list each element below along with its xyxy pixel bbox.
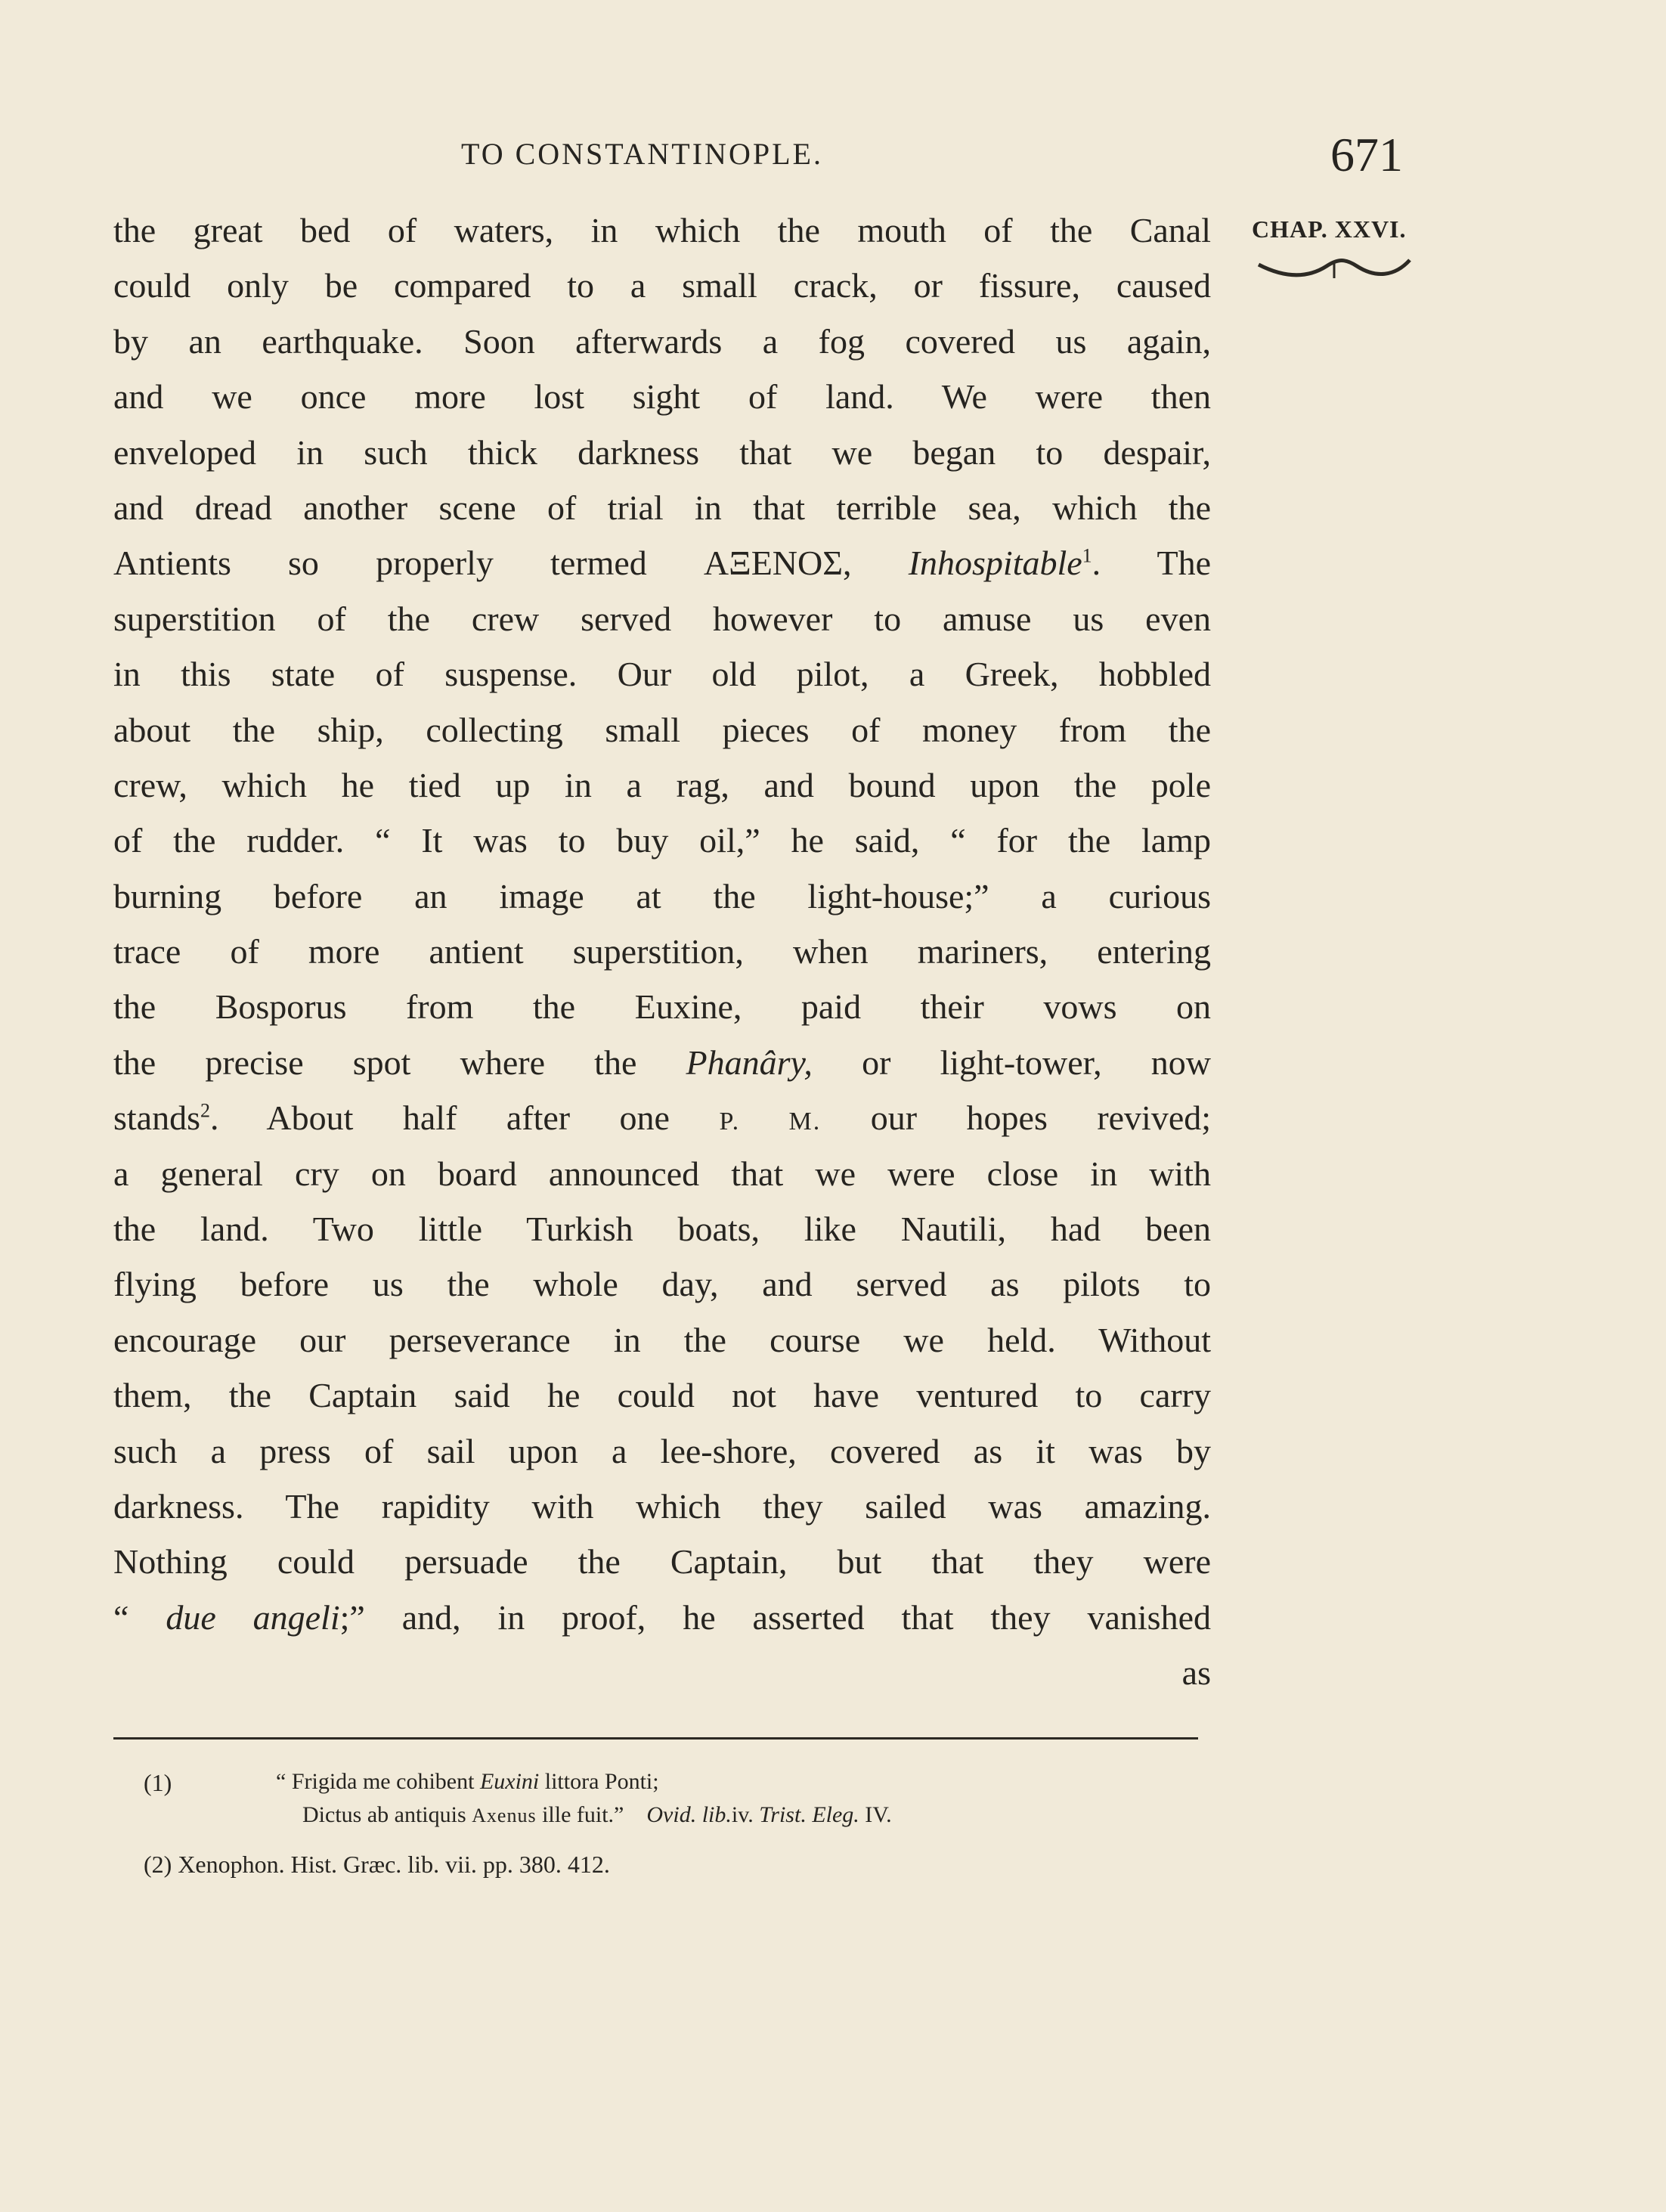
text-line xyxy=(113,1090,1211,1145)
footnote-number: (1) xyxy=(144,1769,172,1796)
text-run: stands xyxy=(113,1098,200,1138)
text-run: . The xyxy=(1092,544,1212,583)
running-title: TO CONSTANTINOPLE. xyxy=(461,137,823,171)
text-line xyxy=(113,1590,1211,1645)
text-line: crew, which he tied up in a rag, and bound upon the pole xyxy=(113,765,1211,804)
text-run: IV. xyxy=(865,1802,892,1827)
text-run: “ Frigida me cohibent xyxy=(276,1769,475,1794)
text-run: ;” and, in proof, he asserted that they vanished xyxy=(339,1597,1212,1637)
text-line: encourage our perseverance in the course we held. Without xyxy=(113,1320,1211,1359)
footnote-rule xyxy=(113,1737,1198,1740)
text-run: the precise spot where the xyxy=(113,1042,637,1082)
main-text xyxy=(113,203,1211,1701)
text-line: such a press of sail upon a lee-shore, covered as it was by xyxy=(113,1431,1211,1470)
text-line: about the ship, collecting small pieces of money from the xyxy=(113,710,1211,749)
text-line: them, the Captain said he could not have ventured to carry xyxy=(113,1376,1211,1415)
text-line: by an earthquake. Soon afterwards a fog covered us again, xyxy=(113,321,1211,361)
small-caps-text: P. M. xyxy=(719,1108,822,1136)
page-number: 671 xyxy=(1330,128,1403,181)
text-line: the land. Two little Turkish boats, like Nautili, had been xyxy=(113,1210,1211,1249)
italic-text: Inhospitable xyxy=(908,544,1082,583)
italic-text: Phanâry, xyxy=(686,1042,813,1082)
text-run: “ xyxy=(113,1597,129,1637)
footnote-line: (2) Xenophon. Hist. Græc. lib. vii. pp. 380. 412. xyxy=(144,1851,610,1878)
italic-text: due angeli xyxy=(166,1597,340,1637)
text-line xyxy=(113,535,1211,590)
footnote-ref: 1 xyxy=(1082,545,1092,568)
text-line: darkness. The rapidity with which they sailed was amazing. xyxy=(113,1486,1211,1526)
text-line: Nothing could persuade the Captain, but that they were xyxy=(113,1542,1211,1582)
italic-text: Euxini xyxy=(479,1769,540,1794)
text-line: the Bosporus from the Euxine, paid their vows on xyxy=(113,987,1211,1027)
text-line: and we once more lost sight of land. We were then xyxy=(113,377,1211,417)
text-run: our hopes revived; xyxy=(870,1098,1212,1138)
text-line: in this state of suspense. Our old pilot, a Greek, hobbled xyxy=(113,655,1211,694)
footnote-ref: 2 xyxy=(200,1099,210,1122)
text-run: Dictus ab antiquis xyxy=(302,1802,466,1827)
text-line: of the rudder. “ It was to buy oil,” he said, “ for the lamp xyxy=(113,821,1211,860)
text-line: superstition of the crew served however to amuse us even xyxy=(113,599,1211,638)
text-line: and dread another scene of trial in that terrible sea, which the xyxy=(113,488,1211,527)
chapter-swash-ornament xyxy=(1255,256,1414,286)
text-line: could only be compared to a small crack, or fissure, caused xyxy=(113,266,1211,305)
text-run: . About half after one xyxy=(210,1098,670,1138)
text-line: trace of more antient superstition, when mariners, entering xyxy=(113,932,1211,971)
footnote-line xyxy=(302,1802,892,1828)
text-line: flying before us the whole day, and served as pilots to xyxy=(113,1265,1211,1304)
text-run: ille fuit.” xyxy=(542,1802,624,1827)
footnote-line xyxy=(276,1769,659,1795)
text-line xyxy=(113,1035,1211,1090)
text-line: a general cry on board announced that we were close in with xyxy=(113,1154,1211,1193)
text-line: burning before an image at the light-house;” a curious xyxy=(113,876,1211,915)
text-run: littora Ponti; xyxy=(544,1769,659,1794)
text-run: or light-tower, now xyxy=(862,1042,1212,1082)
text-run: Antients so properly termed ΑΞΕΝΟΣ, xyxy=(113,544,852,583)
italic-text: Ovid. lib. xyxy=(646,1802,732,1827)
text-line: the great bed of waters, in which the mouth of the Canal xyxy=(113,211,1211,249)
catchword: as xyxy=(1181,1653,1211,1693)
text-run: iv. xyxy=(731,1802,754,1827)
small-caps-text: Axenus xyxy=(472,1805,537,1826)
chapter-marker: CHAP. XXVI. xyxy=(1252,215,1407,243)
text-line: enveloped in such thick darkness that we began to despair, xyxy=(113,432,1211,472)
italic-text: Trist. Eleg. xyxy=(759,1802,859,1827)
